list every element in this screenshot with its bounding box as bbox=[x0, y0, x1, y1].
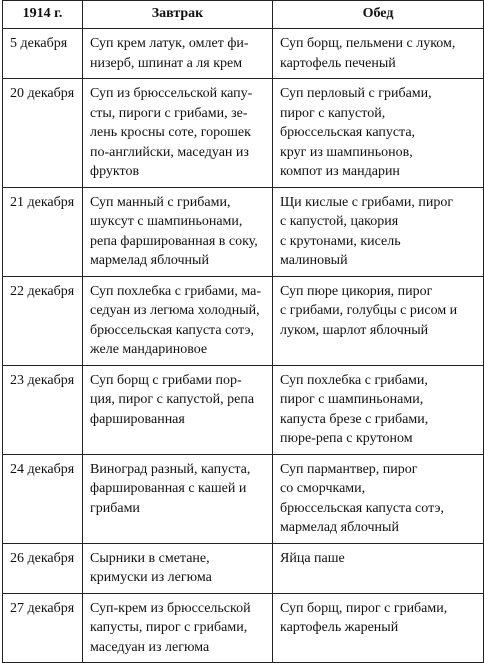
table-row bbox=[3, 365, 484, 454]
row-breakfast: Суп-крем из брюссельской капусты, пирог с грибами, маседуан из легюма bbox=[83, 593, 273, 663]
row-lunch: Суп похлебка с грибами, пирог с шампиньонами, капуста брезе с грибами, пюре-репа с крутоном bbox=[273, 365, 484, 454]
row-date: 24 декабря bbox=[3, 454, 83, 543]
row-lunch: Яйца паше bbox=[273, 543, 484, 593]
table-row bbox=[3, 543, 484, 593]
row-lunch: Суп пюре цикория, пирог с грибами, голубцы с рисом и луком, шарлот яблочный bbox=[273, 276, 484, 365]
row-date: 21 декабря bbox=[3, 187, 83, 276]
row-date: 20 декабря bbox=[3, 79, 83, 188]
row-lunch: Суп борщ, пельмени с луком, картофель печеный bbox=[273, 29, 484, 79]
row-breakfast: Суп из брюссельской капу- сты, пироги с грибами, зе- лень кросны соте, горошек по-английски, маседуан из фруктов bbox=[83, 79, 273, 188]
row-date: 27 декабря bbox=[3, 593, 83, 663]
row-lunch: Суп борщ, пирог с грибами, картофель жареный bbox=[273, 593, 484, 663]
header-lunch: Обед bbox=[273, 1, 484, 29]
row-date: 23 декабря bbox=[3, 365, 83, 454]
row-lunch: Суп перловый с грибами, пирог с капустой, брюссельская капуста, круг из шампиньонов, компот из мандарин bbox=[273, 79, 484, 188]
table-row bbox=[3, 187, 484, 276]
table-row bbox=[3, 276, 484, 365]
row-date: 5 декабря bbox=[3, 29, 83, 79]
table-row bbox=[3, 454, 484, 543]
table-row bbox=[3, 79, 484, 188]
row-breakfast: Виноград разный, капуста, фаршированная с кашей и грибами bbox=[83, 454, 273, 543]
row-breakfast: Суп крем латук, омлет фи- низерб, шпинат а ля крем bbox=[83, 29, 273, 79]
row-lunch: Суп пармантвер, пирог со сморчками, брюссельская капуста сотэ, мармелад яблочный bbox=[273, 454, 484, 543]
row-breakfast: Сырники в сметане, кримуски из легюма bbox=[83, 543, 273, 593]
row-breakfast: Суп борщ с грибами пор- ция, пирог с капустой, репа фаршированная bbox=[83, 365, 273, 454]
row-date: 22 декабря bbox=[3, 276, 83, 365]
table-row bbox=[3, 593, 484, 663]
header-breakfast: Завтрак bbox=[83, 1, 273, 29]
header-year: 1914 г. bbox=[3, 1, 83, 29]
table-row bbox=[3, 29, 484, 79]
table-header-row bbox=[3, 1, 484, 29]
row-date: 26 декабря bbox=[3, 543, 83, 593]
row-lunch: Щи кислые с грибами, пирог с капустой, цакория с крутонами, кисель малиновый bbox=[273, 187, 484, 276]
row-breakfast: Суп манный с грибами, шукcут с шампиньонами, репа фаршированная в соку, мармелад яблочный bbox=[83, 187, 273, 276]
menu-table bbox=[2, 0, 484, 663]
row-breakfast: Суп похлебка с грибами, ма- седуан из легюма холодный, брюссельская капуста сотэ, желе мандариновое bbox=[83, 276, 273, 365]
